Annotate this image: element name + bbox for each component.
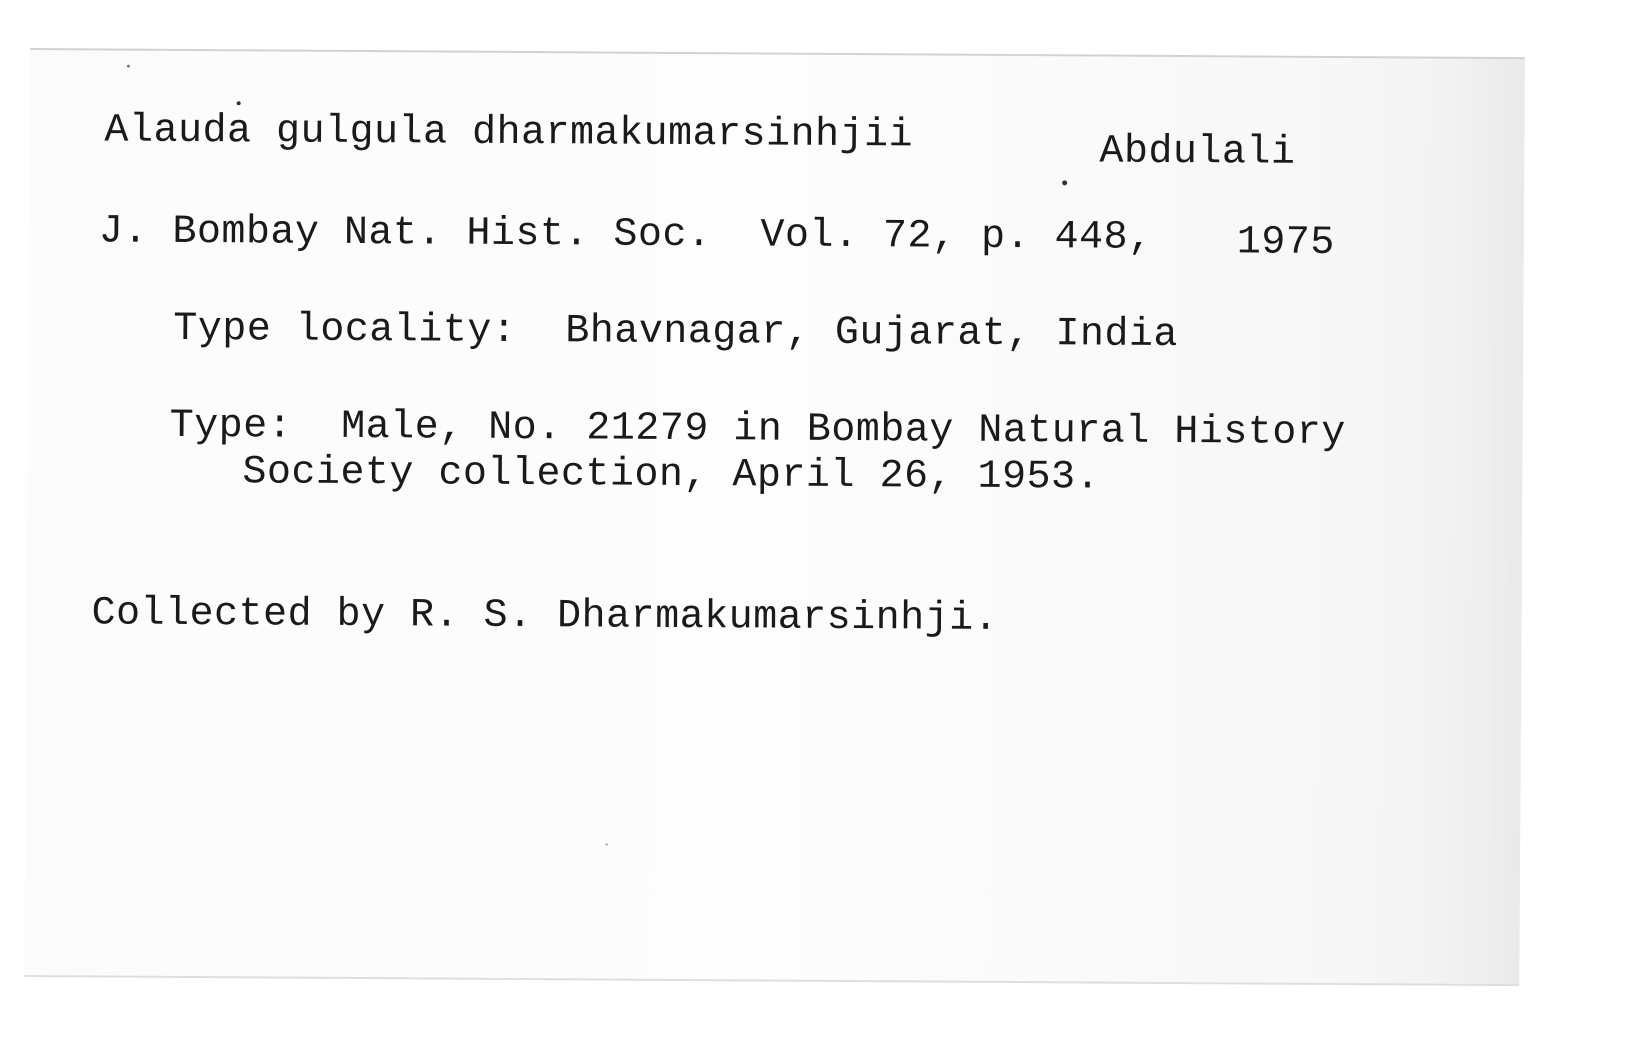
type-specimen-line-1: Type: Male, No. 21279 in Bombay Natural History [169,403,1346,457]
type-locality: Type locality: Bhavnagar, Gujarat, India [173,306,1179,359]
index-card [24,48,1525,986]
ink-speck [605,844,608,846]
ink-speck [237,101,241,105]
species-name: Alauda gulgula dharmakumarsinhjii [104,108,914,159]
citation: J. Bombay Nat. Hist. Soc. Vol. 72, p. 448, [98,209,1153,261]
type-specimen-line-2: Society collection, April 26, 1953. [242,450,1101,501]
collector-line: Collected by R. S. Dharmakumarsinhji. [91,591,999,642]
card-edge-shadow [1439,59,1525,984]
ink-speck [1062,180,1067,185]
author-name: Abdulali [1099,129,1296,176]
ink-speck [127,65,130,68]
publication-year: 1975 [1236,220,1335,266]
